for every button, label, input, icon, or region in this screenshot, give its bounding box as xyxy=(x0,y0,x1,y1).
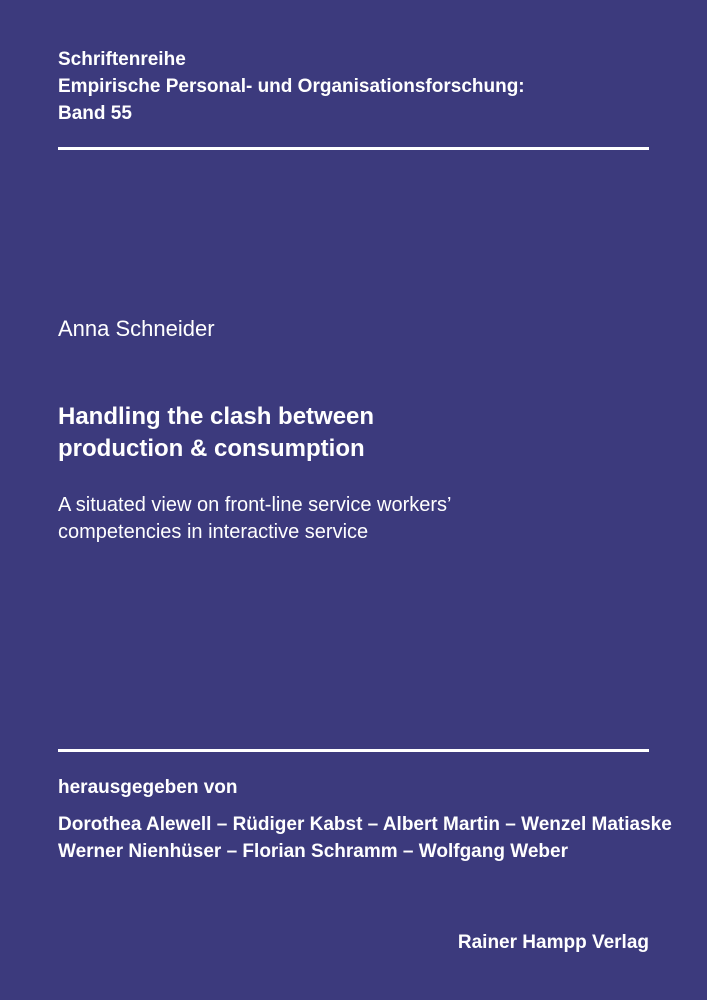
book-title xyxy=(58,401,658,465)
author-name: Anna Schneider xyxy=(58,316,215,341)
editors-label: herausgegeben von xyxy=(58,777,238,798)
title-line-1: Handling the clash between xyxy=(58,403,375,430)
series-name: Schriftenreihe xyxy=(58,49,186,70)
series-subject: Empirische Personal- und Organisationsforschung: xyxy=(58,76,525,97)
subtitle-line-2: competencies in interactive service xyxy=(58,521,369,543)
series-block xyxy=(58,46,658,127)
subtitle-line-1: A situated view on front-line service workers’ xyxy=(58,494,452,516)
bottom-divider xyxy=(58,749,649,752)
publisher-name: Rainer Hampp Verlag xyxy=(457,932,649,953)
title-line-2: production & consumption xyxy=(58,435,365,462)
editors-list xyxy=(58,811,678,865)
book-subtitle xyxy=(58,492,678,546)
series-volume: Band 55 xyxy=(58,103,132,124)
editors-line-2: Werner Nienhüser – Florian Schramm – Wolfgang Weber xyxy=(58,841,568,862)
editors-line-1: Dorothea Alewell – Rüdiger Kabst – Albert Martin – Wenzel Matiaske xyxy=(58,814,672,835)
top-divider xyxy=(58,147,649,150)
